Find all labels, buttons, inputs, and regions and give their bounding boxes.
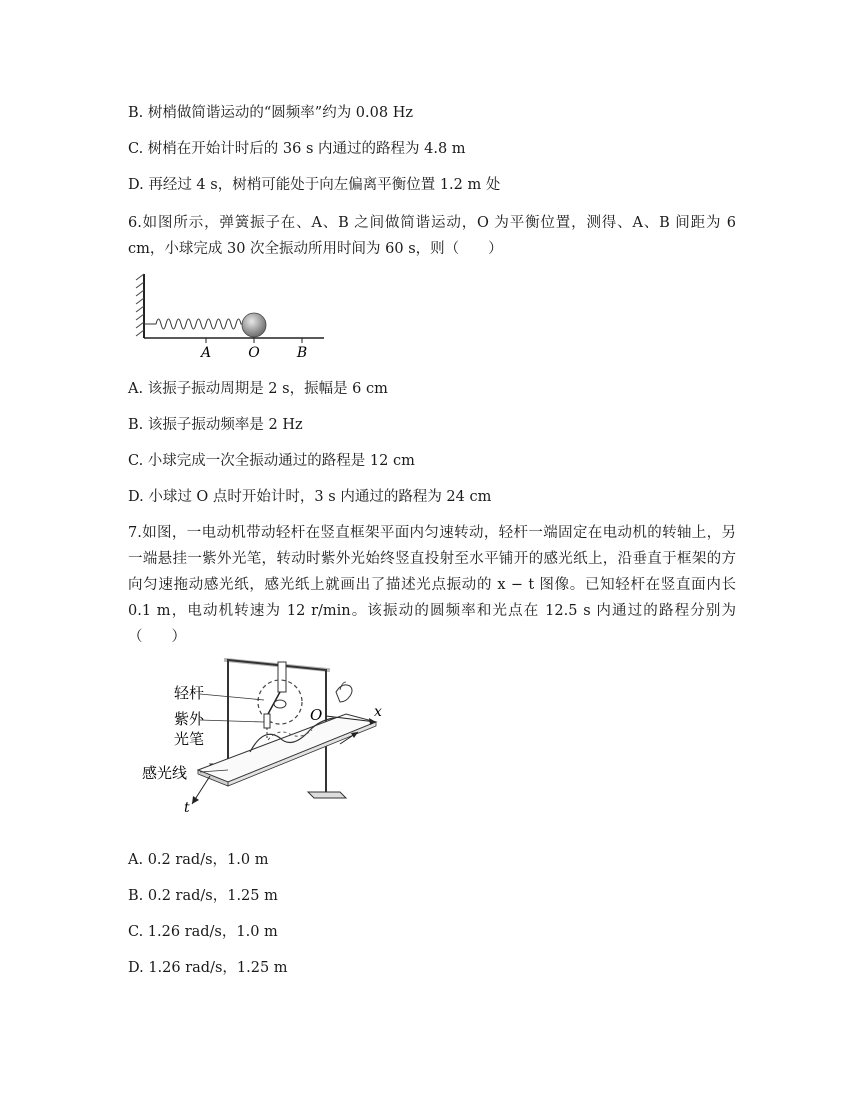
q7-label-o: O xyxy=(310,706,323,724)
q7-label-pen-1: 紫外 xyxy=(174,710,205,728)
q6-label-a: A xyxy=(200,345,212,361)
q7-option-c: C. 1.26 rad/s，1.0 m xyxy=(128,924,278,940)
q6-option-d: D. 小球过 O 点时开始计时，3 s 内通过的路程为 24 cm xyxy=(128,489,492,505)
q6-spring-figure xyxy=(128,270,328,362)
q7-label-x: x xyxy=(374,704,382,720)
q7-option-d: D. 1.26 rad/s，1.25 m xyxy=(128,960,288,976)
q6-option-b: B. 该振子振动频率是 2 Hz xyxy=(128,417,303,433)
q7-label-t: t xyxy=(184,800,190,814)
q6-option-c: C. 小球完成一次全振动通过的路程是 12 cm xyxy=(128,453,415,469)
q6-label-b: B xyxy=(296,345,308,361)
q7-label-paper: 感光线 xyxy=(142,764,188,782)
q6-option-a: A. 该振子振动周期是 2 s，振幅是 6 cm xyxy=(128,381,388,397)
q7-label-rod: 轻杆 xyxy=(174,684,205,702)
q5-option-c: C. 树梢在开始计时后的 36 s 内通过的路程为 4.8 m xyxy=(128,141,466,157)
q5-option-b: B. 树梢做简谐运动的“圆频率”约为 0.08 Hz xyxy=(128,105,413,121)
q7-option-b: B. 0.2 rad/s，1.25 m xyxy=(128,888,278,904)
q7-label-pen-2: 光笔 xyxy=(174,730,205,748)
q5-option-d: D. 再经过 4 s，树梢可能处于向左偏离平衡位置 1.2 m 处 xyxy=(128,177,501,193)
q6-stem: 6.如图所示，弹簧振子在、A、B 之间做简谐运动，O 为平衡位置，测得、A、B 间距为 6 cm，小球完成 30 次全振动所用时间为 60 s，则（ ） xyxy=(128,215,736,257)
q7-option-a: A. 0.2 rad/s，1.0 m xyxy=(128,852,269,868)
q7-stem: 7.如图，一电动机带动轻杆在竖直框架平面内匀速转动，轻杆一端固定在电动机的转轴上，另一端悬挂一紫外光笔，转动时紫外光始终竖直投射至水平铺开的感光纸上，沿垂直于框架的方向匀速拖动感光纸，感光纸上就画出了描述光点振动的 x − t 图像。已知轻杆在竖直面内长 0.1 m，电动机转速为 12 r/min。该振动的圆频率和光点在 12.5 s 内通过的路程分别为（ ） xyxy=(128,525,736,645)
q6-label-o: O xyxy=(248,345,260,361)
q7-apparatus-figure xyxy=(140,652,390,814)
